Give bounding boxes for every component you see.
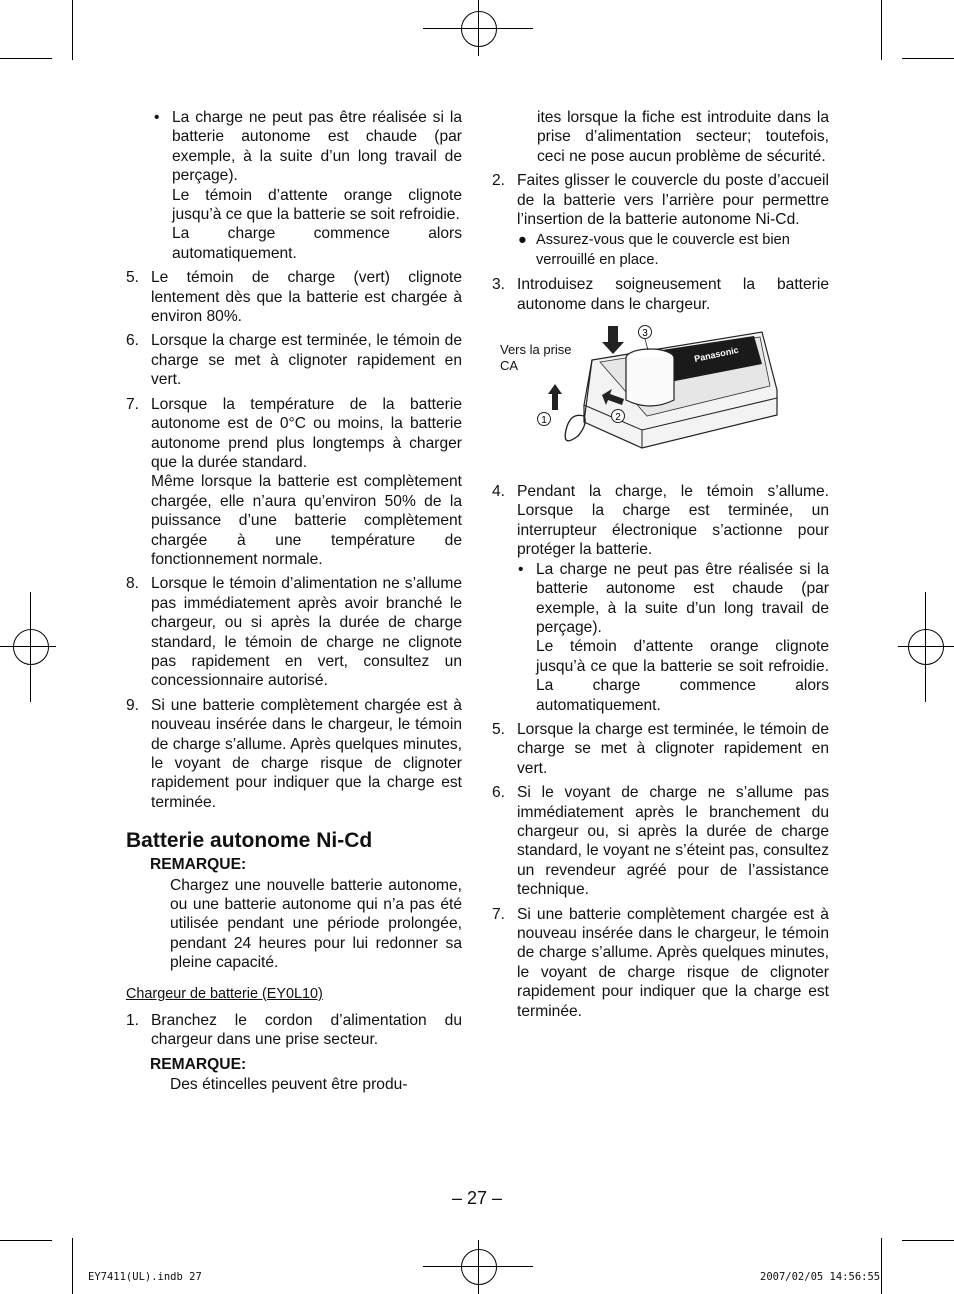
bullet-paragraph: Le témoin d’attente orange clignote jusqu’à ce que la batterie se soit refroidie. La charge commence alors automatiquement.	[536, 638, 829, 714]
list-item	[492, 171, 829, 229]
crop-mark	[72, 1238, 73, 1294]
item-number: 8.	[126, 575, 140, 593]
bullet-paragraph: La charge commence alors automatiquement.	[172, 225, 462, 262]
bullet-paragraph: La charge ne peut pas être réalisée si la batterie autonome est chaude (par exemple, à la suite d’un long travail de perçage).	[172, 109, 462, 185]
crop-mark	[0, 58, 52, 59]
list-item	[126, 331, 462, 389]
registration-mark	[13, 629, 49, 665]
remarque-label: REMARQUE:	[150, 856, 247, 874]
list-item	[492, 783, 829, 899]
bullet-paragraph: Le témoin d’attente orange clignote jusqu’à ce que la batterie se soit refroidie.	[172, 186, 462, 224]
bullet-dot: •	[154, 109, 160, 126]
item-number: 5.	[492, 720, 506, 738]
bullet-paragraph: La charge ne peut pas être réalisée si la batterie autonome est chaude (par exemple, à la suite d’un long travail de perçage).	[536, 560, 829, 636]
item-text: Lorsque la température de la batterie autonome est de 0°C ou moins, la batterie autonome prend plus longtemps à charger que la durée standard.	[151, 395, 462, 471]
battery-body	[626, 358, 674, 406]
crop-mark	[881, 1238, 882, 1294]
item-number: 6.	[492, 784, 506, 802]
list-item	[492, 482, 829, 560]
list-item	[126, 1011, 462, 1050]
item-text: Si une batterie complètement chargée est à nouveau insérée dans le chargeur, le témoin de charge s’allume. Après quelques minutes, le voyant de charge risque de clignoter rapidement pour indiquer que la charge est terminée.	[517, 905, 829, 1020]
brand-text: Panasonic	[693, 344, 740, 365]
item-number: 7.	[126, 395, 140, 413]
list-item	[126, 696, 462, 812]
item-text: Branchez le cordon d’alimentation du chargeur dans une prise secteur.	[151, 1012, 462, 1049]
charger-drawing	[492, 320, 829, 470]
item-text: Lorsque le témoin d’alimentation ne s’allume pas immédiatement après avoir branché le chargeur, ou si après la durée de charge standard, le témoin de charge ne clignote pas rapidement en vert, consultez un concessionnaire autorisé.	[151, 575, 462, 690]
remarque-text: Des étincelles peuvent être produ-	[170, 1076, 408, 1094]
item-text: Le témoin de charge (vert) clignote lentement dès que la batterie est chargée à environ 80%.	[151, 269, 462, 326]
insert-arrow	[602, 326, 624, 354]
item-text: Pendant la charge, le témoin s’allume. Lorsque la charge est terminée, un interrupteur électronique s’actionne pour protéger la batterie.	[517, 483, 829, 559]
item-text: Faites glisser le couvercle du poste d’accueil de la batterie vers l’arrière pour permettre l’insertion de la batterie autonome Ni-Cd.	[517, 172, 829, 229]
footer-filename: EY7411(UL).indb 27	[88, 1271, 202, 1283]
callout-1-text: 1	[541, 415, 547, 427]
item-number: 6.	[126, 332, 140, 350]
callout-leader	[645, 339, 648, 350]
plug-arrow	[548, 384, 562, 410]
item-text: Introduisez soigneusement la batterie autonome dans le chargeur.	[517, 276, 829, 313]
continued-text: ites lorsque la fiche est introduite dans la prise d’alimentation secteur; toutefois, ceci ne pose aucun problème de sécurité.	[537, 109, 829, 165]
bullet-item	[518, 231, 829, 270]
bullet-item	[518, 560, 829, 715]
item-text: Lorsque la charge est terminée, le témoin de charge se met à clignoter rapidement en vert.	[517, 720, 829, 777]
item-text: Lorsque la charge est terminée, le témoin de charge se met à clignoter rapidement en vert.	[151, 332, 462, 389]
crop-mark	[881, 0, 882, 60]
left-column	[126, 108, 462, 1095]
power-cord	[565, 415, 585, 441]
registration-mark	[461, 11, 497, 47]
bullet-dot: •	[518, 560, 524, 578]
list-item	[492, 720, 829, 778]
page-number: – 27 –	[451, 1188, 503, 1208]
registration-mark	[461, 1249, 497, 1285]
crop-mark	[902, 58, 954, 59]
bullet-dot: ●	[518, 232, 527, 249]
remarque-text: Chargez une nouvelle batterie autonome, ou une batterie autonome qui n’a pas été utilisée pendant une période prolongée, pendant 24 heures pour lui redonner sa pleine capacité.	[170, 876, 462, 972]
charger-illustration	[492, 320, 829, 470]
list-item	[492, 905, 829, 1021]
crop-mark	[902, 1240, 954, 1241]
item-text: Si le voyant de charge ne s’allume pas immédiatement après le branchement du chargeur ou, si après la durée de charge standard, le voyant ne s’éteint pas, consultez un revendeur agréé pour de l’assistance technique.	[517, 784, 829, 899]
registration-mark	[908, 629, 944, 665]
callout-3-text: 3	[642, 328, 648, 340]
footer-datetime: 2007/02/05 14:56:55	[760, 1271, 881, 1283]
bullet-paragraph: Assurez-vous que le couvercle est bien verrouillé en place.	[536, 232, 790, 268]
list-item	[126, 574, 462, 690]
section-heading: Batterie autonome Ni-Cd	[126, 829, 373, 853]
list-item	[492, 275, 829, 314]
figure-label-line: CA	[500, 358, 519, 374]
callout-2-text: 2	[615, 412, 621, 424]
item-text: Même lorsque la batterie est complètement chargée, elle n’aura qu’environ 50% de la puissance d’une batterie complètement chargée à une température de fonctionnement normale.	[151, 473, 462, 568]
crop-mark	[72, 0, 73, 60]
item-number: 7.	[492, 905, 506, 923]
right-column	[492, 108, 829, 1021]
item-text: Si une batterie complètement chargée est à nouveau insérée dans le chargeur, le témoin de charge s’allume. Après quelques minutes, le voyant de charge risque de clignoter rapidement pour indiquer que la charge est terminée.	[151, 696, 462, 811]
list-item	[126, 268, 462, 326]
crop-mark	[0, 1240, 52, 1241]
item-number: 1.	[126, 1012, 140, 1030]
item-number: 9.	[126, 696, 140, 714]
item-number: 4.	[492, 483, 506, 501]
item-number: 5.	[126, 269, 140, 287]
item-number: 2.	[492, 172, 506, 190]
list-item	[126, 395, 462, 570]
remarque-label: REMARQUE:	[150, 1055, 247, 1073]
figure-label-line: Vers la prise	[500, 342, 572, 358]
bullet-item	[154, 108, 462, 263]
subheading: Chargeur de batterie (EY0L10)	[126, 985, 323, 1002]
item-number: 3.	[492, 276, 506, 294]
